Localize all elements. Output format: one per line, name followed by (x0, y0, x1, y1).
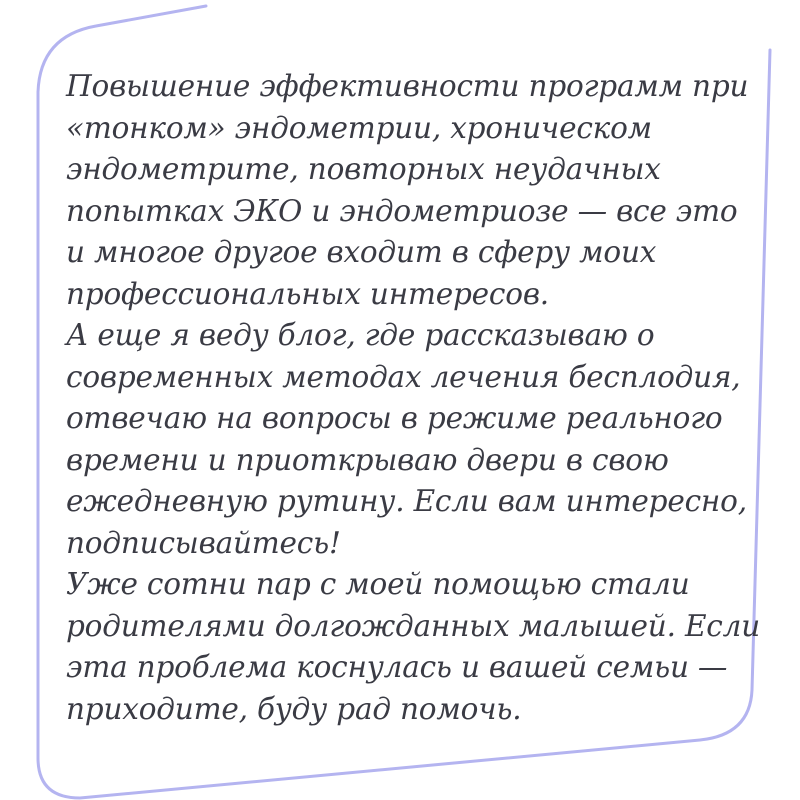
text-line-11: ежедневную рутину. Если вам интересно, (66, 484, 747, 518)
text-line-2: «тонком» эндометрии, хроническом (66, 110, 652, 145)
text-line-10: времени и приоткрываю двери в свою (66, 442, 669, 477)
text-line-4: попытках ЭКО и эндометриозе — все это (66, 193, 738, 228)
text-line-7: А еще я веду блог, где рассказываю о (66, 318, 655, 352)
text-line-12: подписывайтесь! (66, 525, 341, 560)
text-line-16: приходите, буду рад помочь. (66, 691, 522, 726)
text-line-14: родителями долгожданных малышей. Если (66, 608, 761, 643)
text-line-9: отвечаю на вопросы в режиме реального (66, 401, 723, 435)
text-line-13: Уже сотни пар с моей помощью стали (66, 567, 690, 601)
text-line-8: современных методах лечения бесплодия, (66, 359, 741, 394)
text-line-15: эта проблема коснулась и вашей семьи — (66, 650, 728, 684)
text-line-1: Повышение эффективности программ при (66, 69, 749, 103)
text-line-5: и многое другое входит в сферу моих (66, 235, 657, 269)
text-line-3: эндометрите, повторных неудачных (66, 152, 661, 186)
body-text (66, 66, 761, 730)
text-line-6: профессиональных интересов. (66, 276, 549, 311)
